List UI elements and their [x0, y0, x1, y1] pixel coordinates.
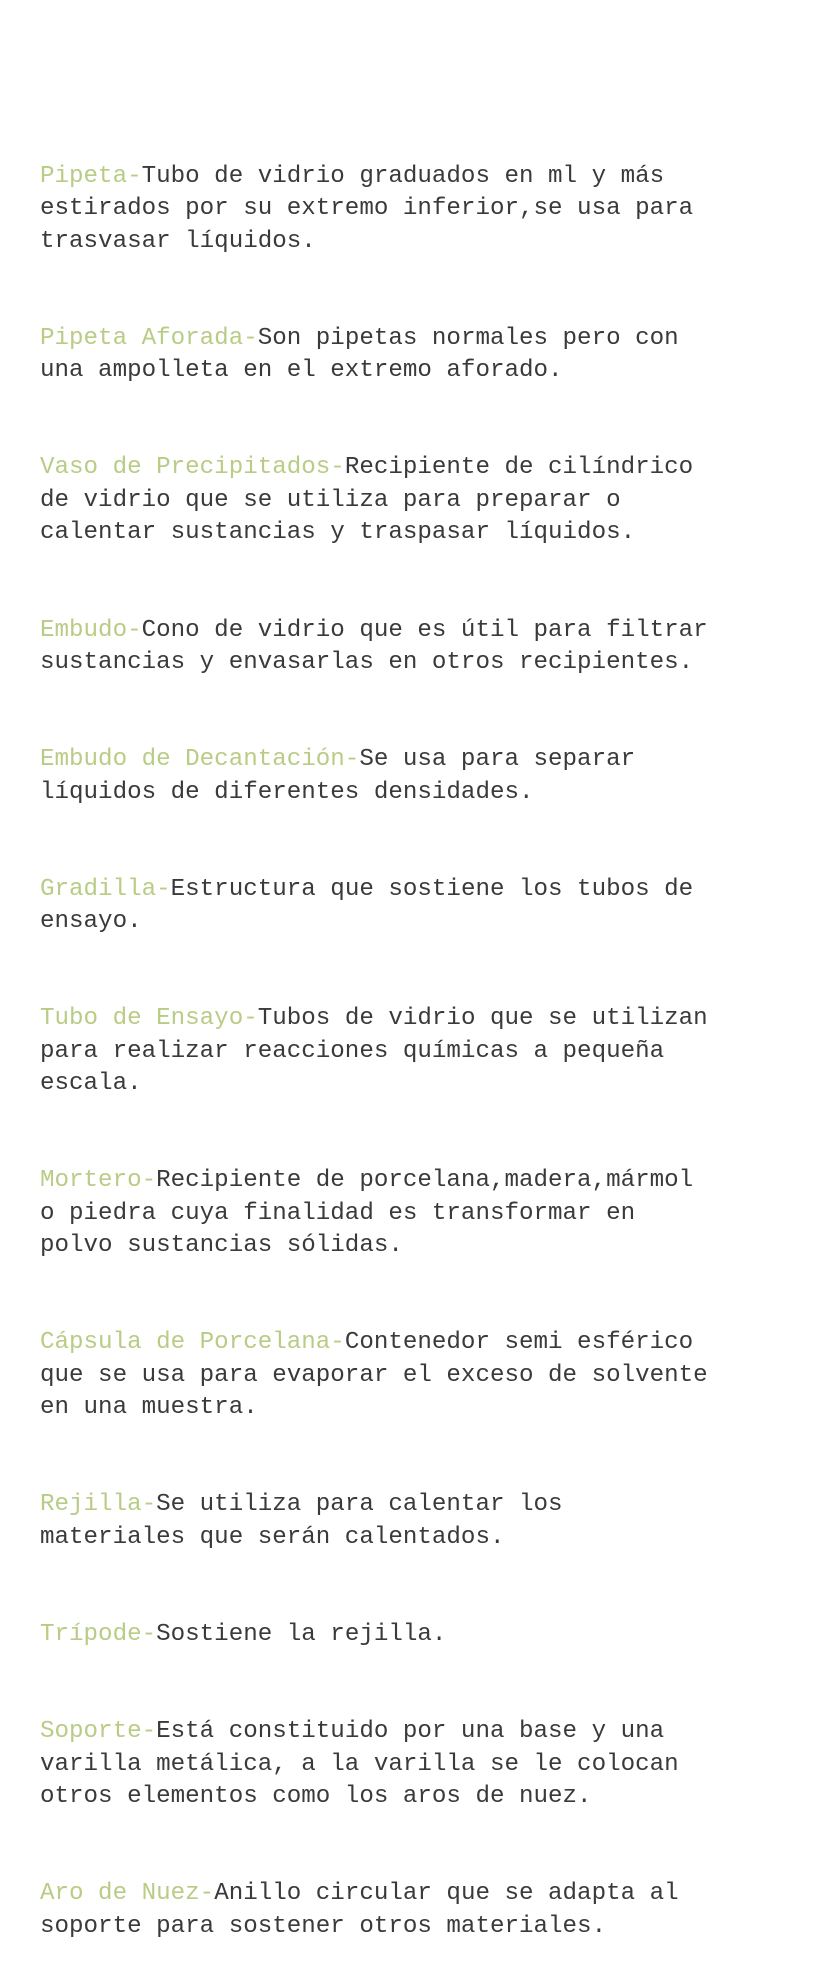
entry-term: Cápsula de Porcelana- [40, 1329, 345, 1357]
entry-term: Soporte- [40, 1718, 157, 1746]
entry-definition: Tubo de vidrio graduados en ml y más estirados por su extremo inferior,se usa para trasvasar líquidos. [40, 162, 708, 255]
entry-gradilla [40, 874, 720, 939]
entry-soporte [40, 1716, 720, 1813]
glossary-document [40, 96, 810, 1976]
entry-term: Pipeta Aforada- [40, 324, 258, 352]
entry-definition: Anillo circular que se adapta al soporte para sostener otros materiales. [40, 1880, 694, 1940]
entry-definition: Cono de vidrio que es útil para filtrar sustancias y envasarlas en otros recipientes. [40, 616, 723, 676]
entry-definition: Estructura que sostiene los tubos de ensayo. [40, 875, 708, 936]
entry-definition: Sostiene la rejilla. [156, 1621, 447, 1649]
entry-definition: Tubos de vidrio que se utilizan para realizar reacciones químicas a pequeña escala. [40, 1005, 723, 1098]
entry-capsula-de-porcelana [40, 1327, 723, 1424]
entry-term: Trípode- [40, 1621, 157, 1649]
entry-term: Gradilla- [40, 875, 171, 903]
entry-definition: Son pipetas normales pero con una ampolleta en el extremo aforado. [40, 324, 694, 385]
entry-aro-de-nuez [40, 1878, 720, 1943]
entry-definition: Contenedor semi esférico que se usa para evaporar el exceso de solvente en una muestra. [40, 1329, 723, 1422]
entry-term: Vaso de Precipitados- [40, 454, 345, 482]
entry-pipeta [40, 161, 720, 258]
entry-embudo [40, 615, 723, 680]
entry-embudo-de-decantacion [40, 744, 720, 809]
entry-mortero [40, 1165, 720, 1262]
entry-definition: Recipiente de cilíndrico de vidrio que se utiliza para preparar o calentar sustancias y traspasar líquidos. [40, 454, 708, 547]
entry-tripode [40, 1619, 720, 1651]
entry-term: Mortero- [40, 1167, 157, 1195]
entry-tubo-de-ensayo [40, 1003, 723, 1100]
entry-term: Tubo de Ensayo- [40, 1005, 258, 1033]
entry-term: Rejilla- [40, 1491, 157, 1519]
entry-term: Embudo- [40, 616, 142, 644]
entry-definition: Recipiente de porcelana,madera,mármol o piedra cuya finalidad es transformar en polvo sustancias sólidas. [40, 1167, 708, 1260]
entry-definition: Está constituido por una base y una varilla metálica, a la varilla se le colocan otros elementos como los aros de nuez. [40, 1718, 694, 1811]
entry-pipeta-aforada [40, 323, 720, 388]
entry-definition: Se utiliza para calentar los materiales que serán calentados. [40, 1491, 578, 1551]
entry-definition: Se usa para separar líquidos de diferentes densidades. [40, 746, 650, 806]
entry-term: Embudo de Decantación- [40, 746, 360, 774]
entry-vaso-de-precipitados [40, 452, 720, 549]
entry-term: Pipeta- [40, 162, 142, 190]
entry-term: Aro de Nuez- [40, 1880, 215, 1908]
entry-rejilla [40, 1489, 720, 1554]
